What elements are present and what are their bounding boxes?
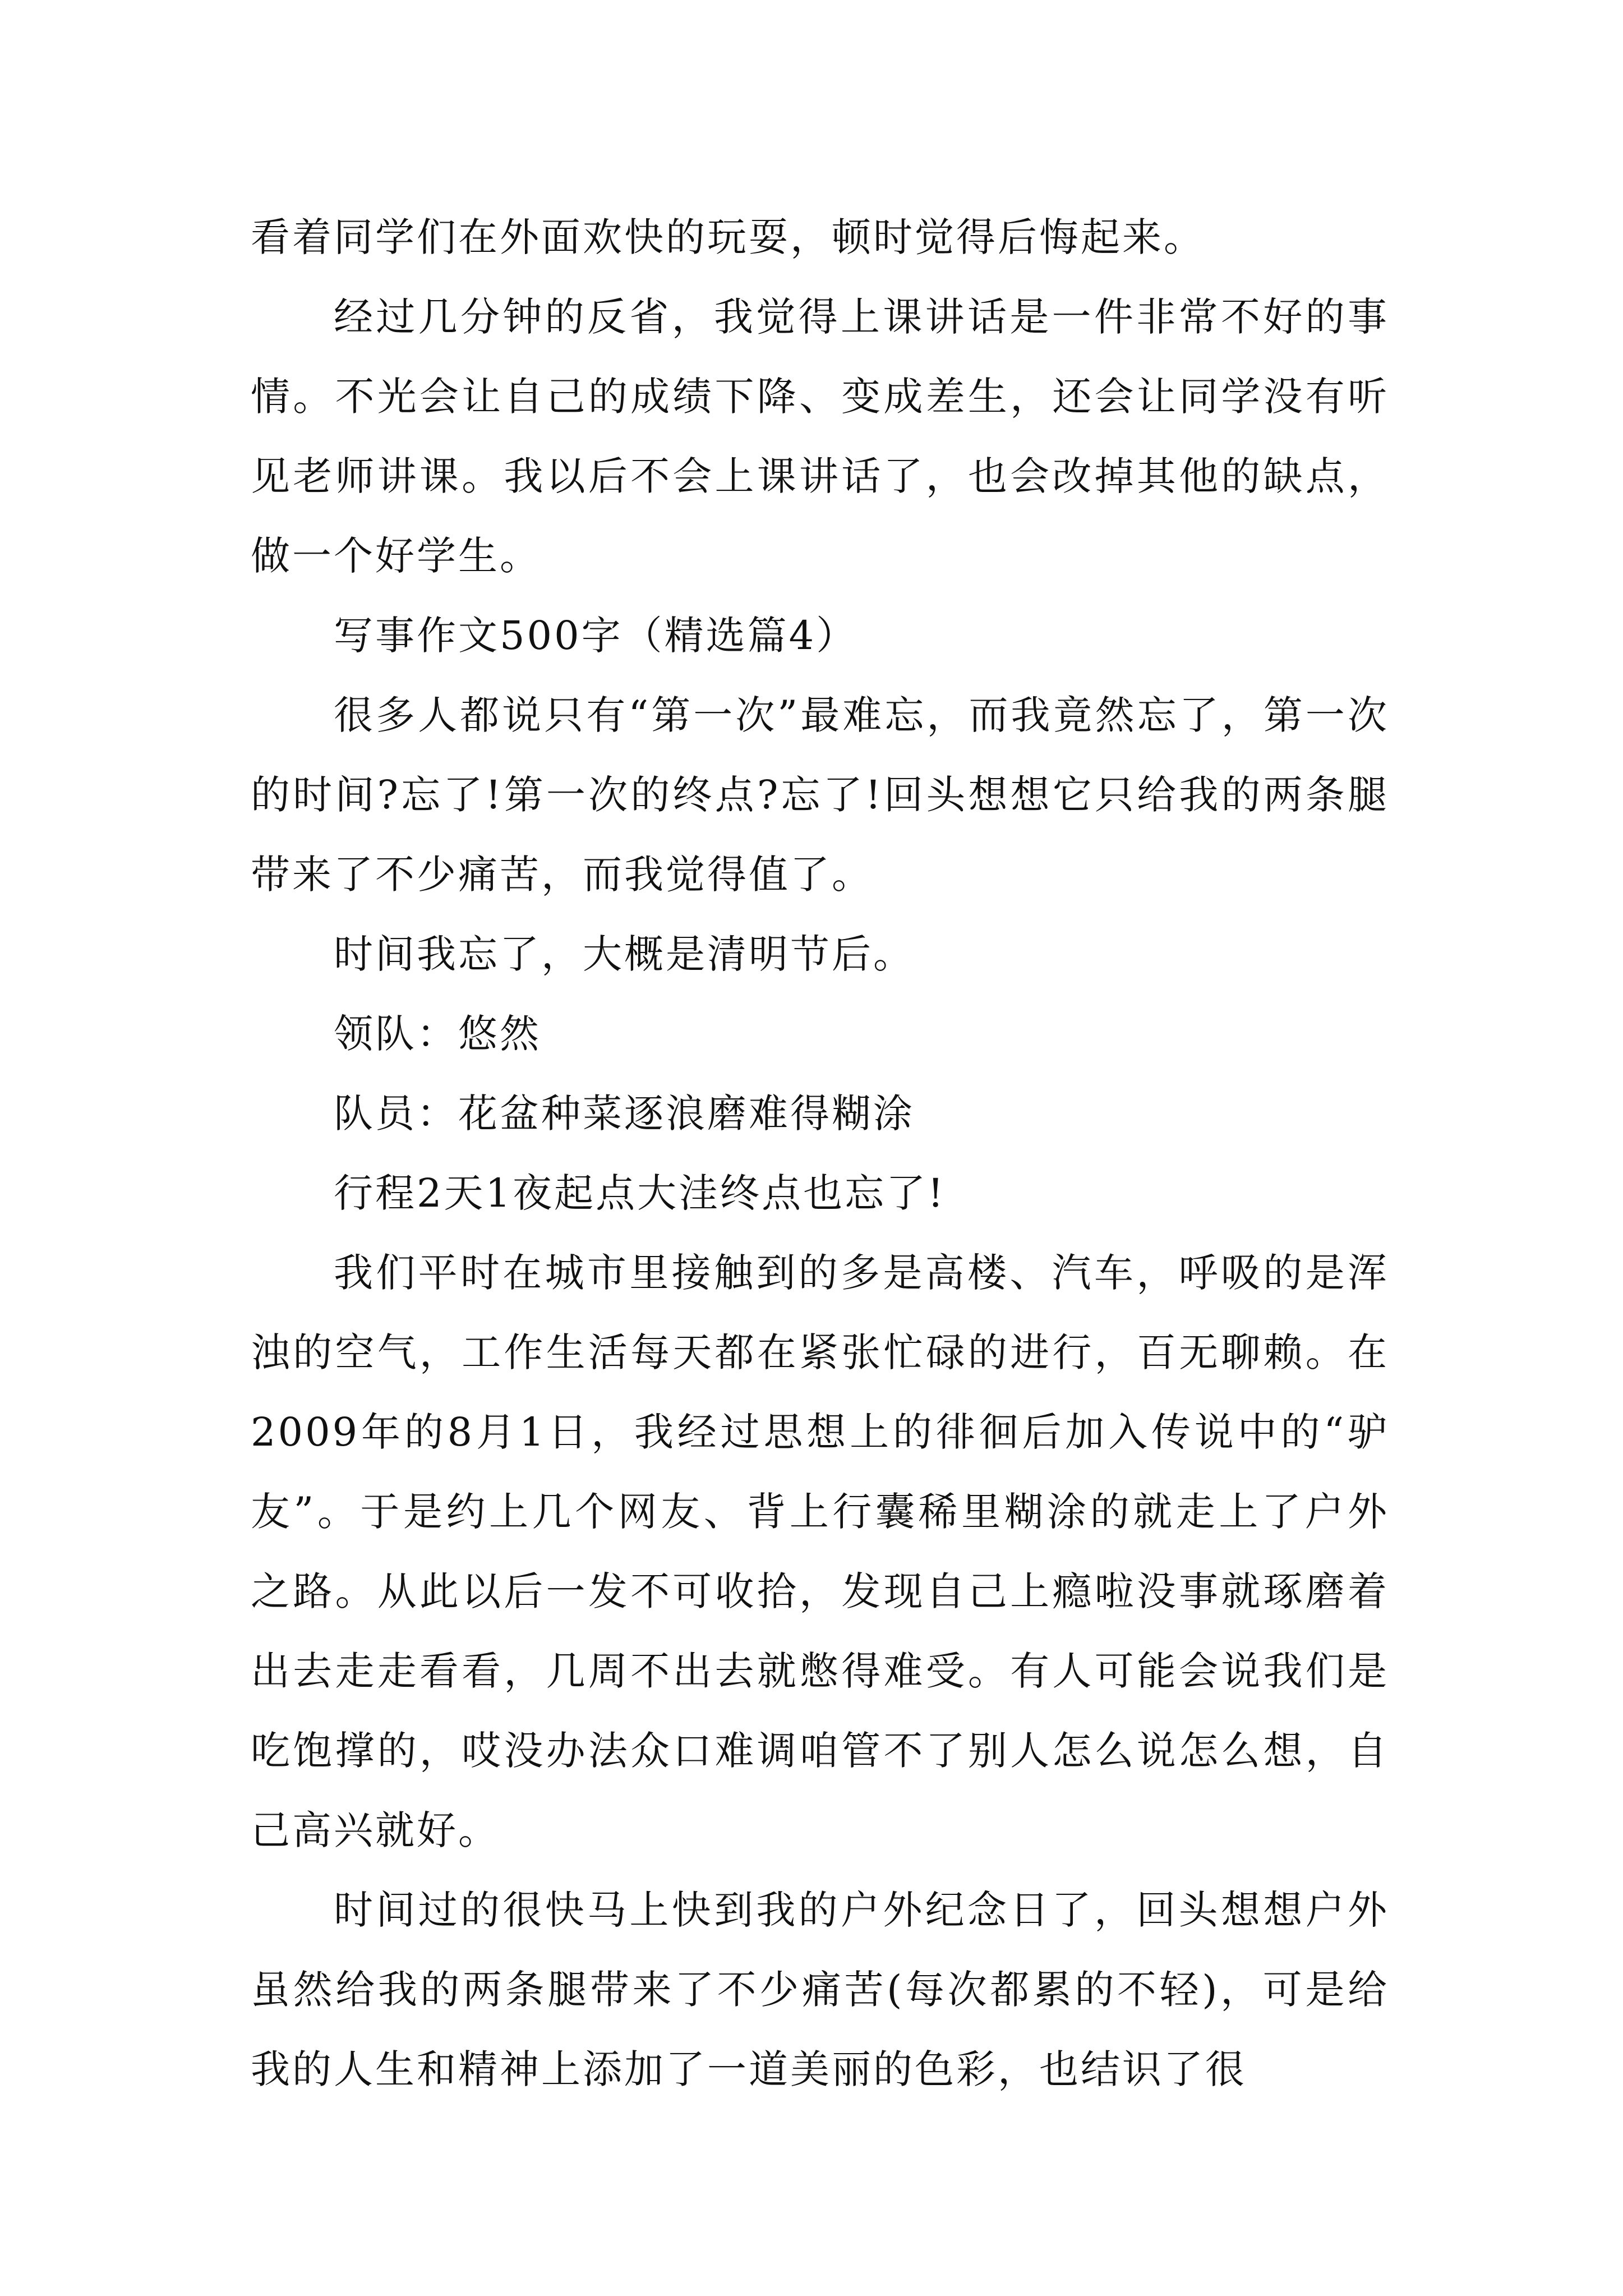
section-heading: 写事作文500字（精选篇4）	[334, 613, 858, 659]
paragraph-5: 领队：悠然	[334, 1011, 541, 1057]
paragraph-8: 我们平时在城市里接触到的多是高楼、汽车，呼吸的是浑浊的空气，工作生活每天都在紧张忙碌的进行，百无聊赖。在2009年的8月1日，我经过思想上的徘徊后加入传说中的“驴友”。于是约上几个网友、背上行囊稀里糊涂的就走上了户外之路。从此以后一发不可收拾，发现自己上瘾啦没事就琢磨着出去走走看看，几周不出去就憋得难受。有人可能会说我们是吃饱撑的，哎没办法众口难调咱管不了别人怎么说怎么想，自己高兴就好。	[251, 1250, 1389, 1853]
paragraph-1: 看着同学们在外面欢快的玩耍，顿时觉得后悔起来。	[251, 214, 1205, 260]
paragraph-4: 时间我忘了，大概是清明节后。	[334, 931, 915, 977]
document-body	[251, 197, 1389, 2109]
paragraph-6: 队员：花盆种菜逐浪磨难得糊涂	[334, 1091, 915, 1137]
paragraph-9: 时间过的很快马上快到我的户外纪念日了，回头想想户外虽然给我的两条腿带来了不少痛苦(每次都累的不轻)，可是给我的人生和精神上添加了一道美丽的色彩，也结识了很	[251, 1887, 1389, 2092]
paragraph-2: 经过几分钟的反省，我觉得上课讲话是一件非常不好的事情。不光会让自己的成绩下降、变成差生，还会让同学没有听见老师讲课。我以后不会上课讲话了，也会改掉其他的缺点，做一个好学生。	[251, 294, 1389, 579]
paragraph-7: 行程2天1夜起点大洼终点也忘了!	[334, 1170, 946, 1216]
paragraph-3: 很多人都说只有“第一次”最难忘，而我竟然忘了，第一次的时间?忘了!第一次的终点?忘了!回头想想它只给我的两条腿带来了不少痛苦，而我觉得值了。	[251, 692, 1389, 898]
